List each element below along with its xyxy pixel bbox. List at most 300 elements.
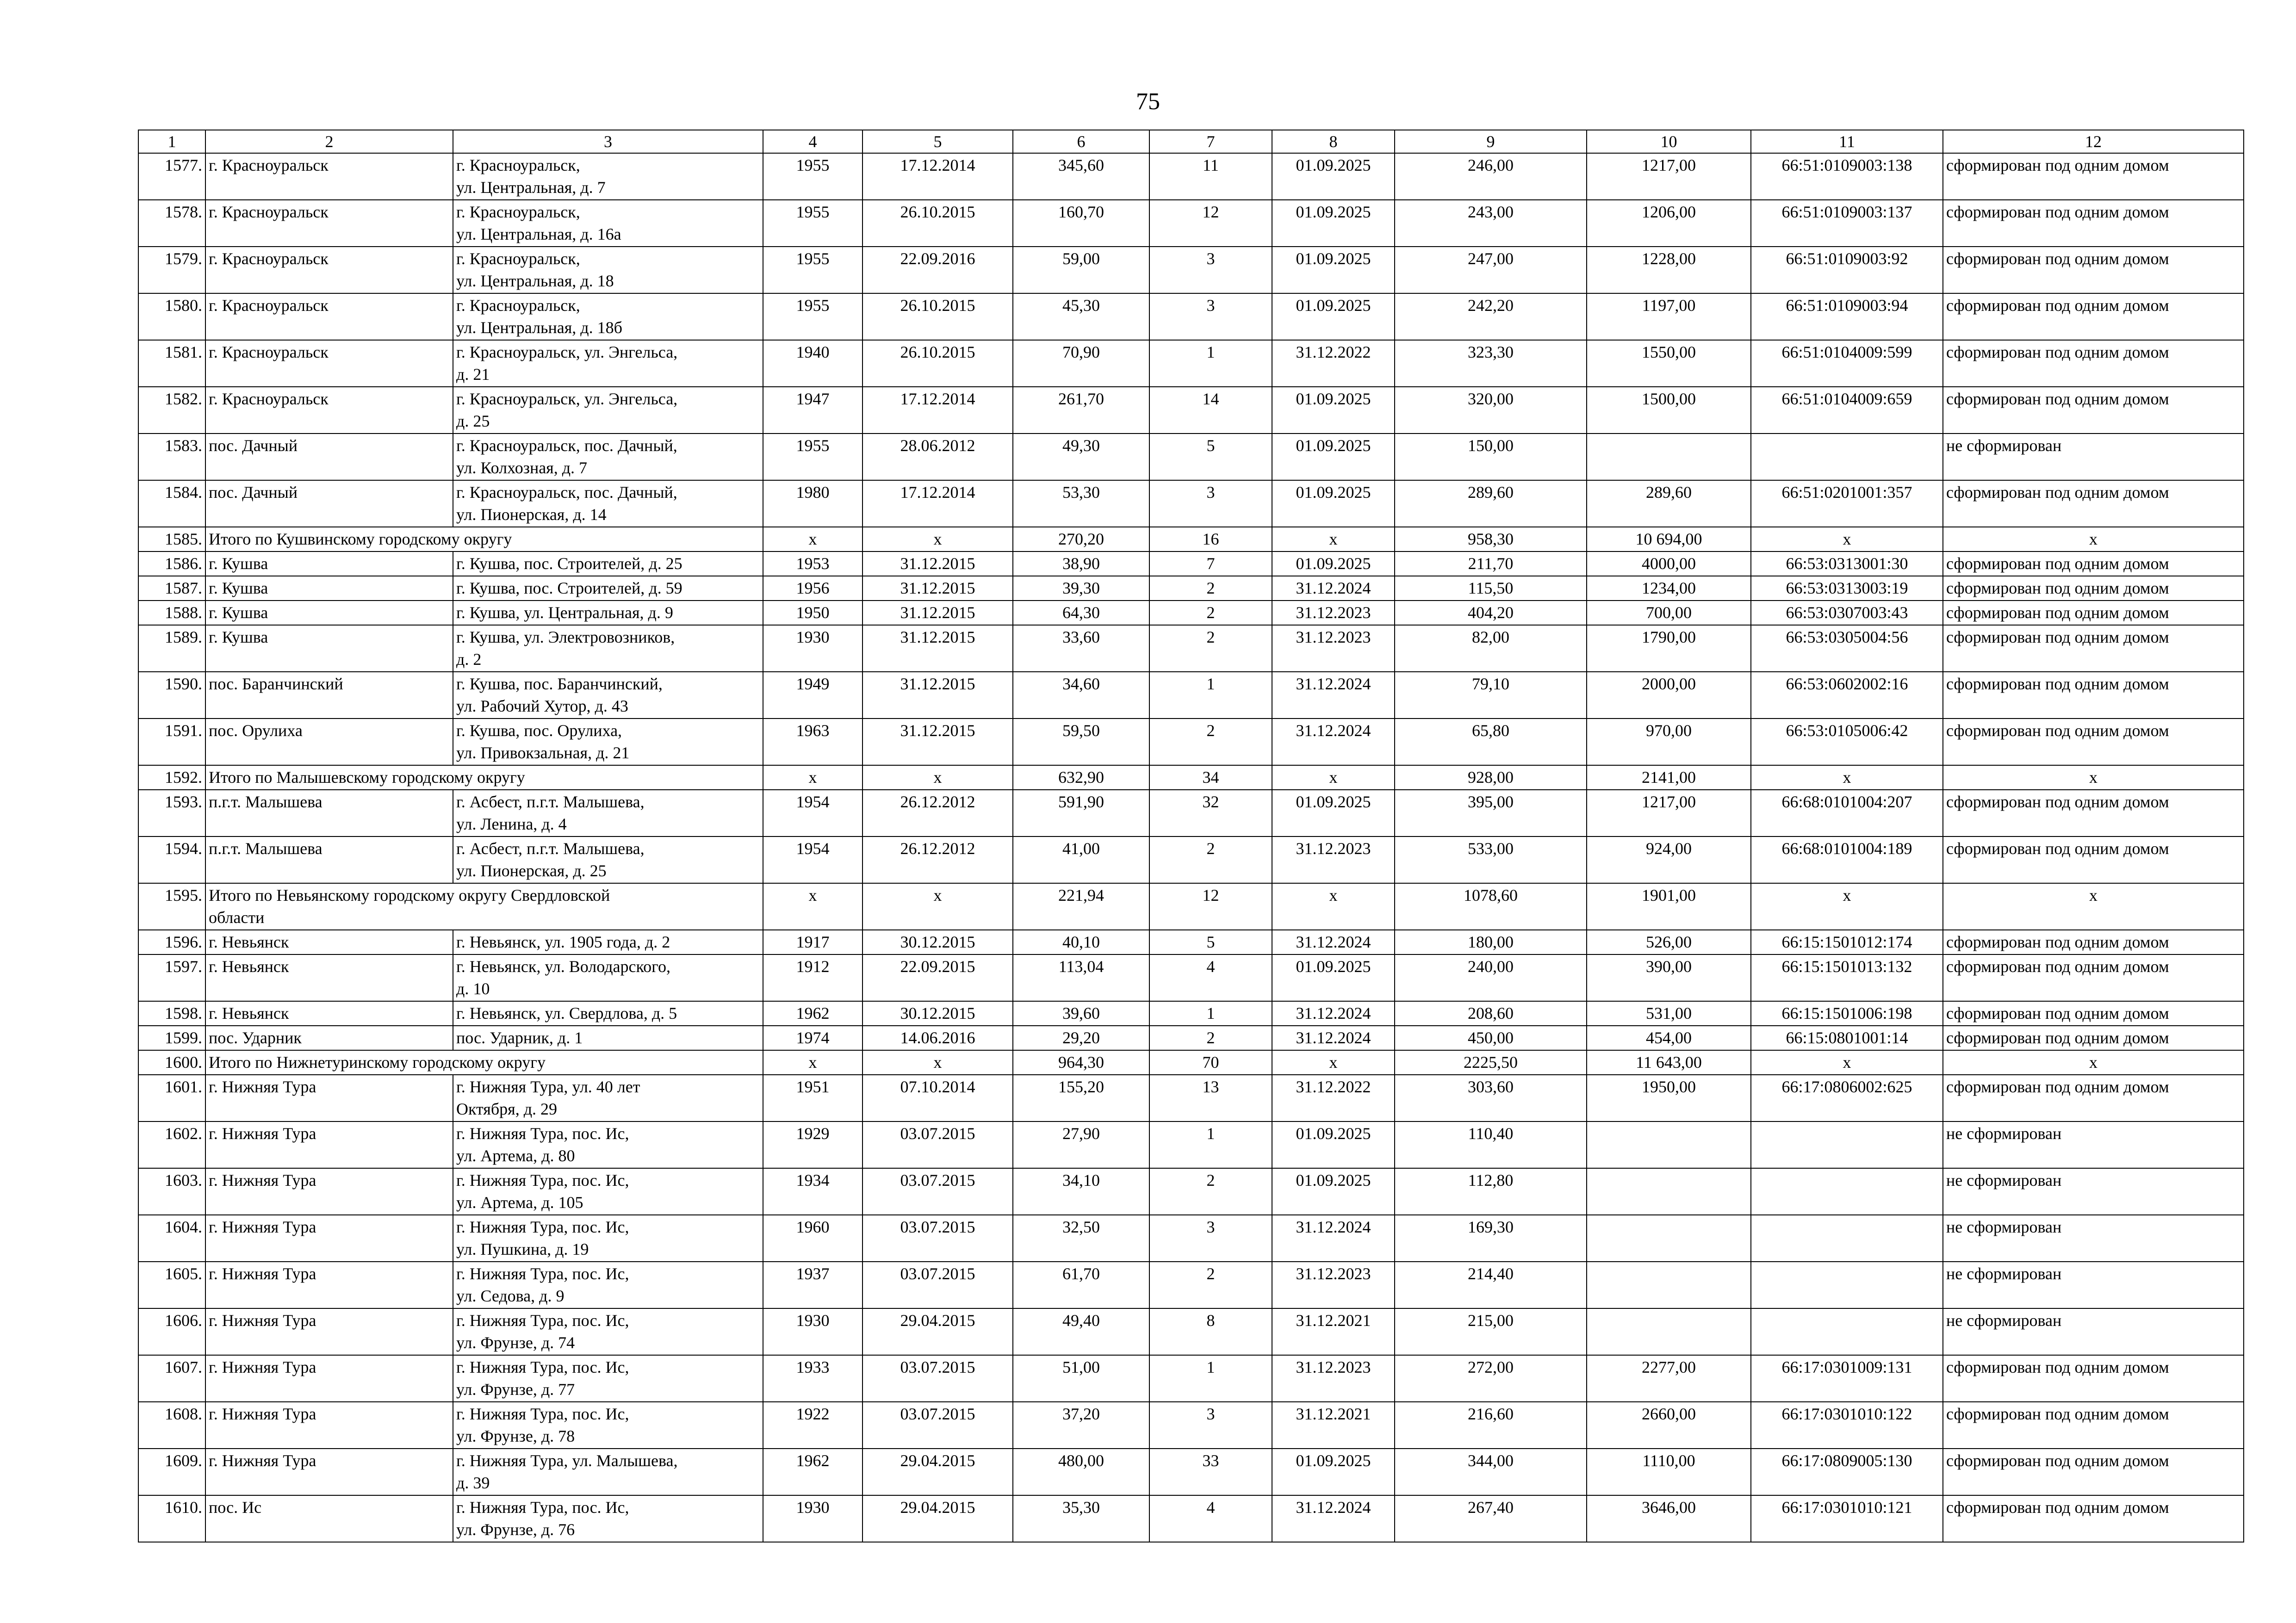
residents-cell: 70 xyxy=(1149,1050,1272,1075)
land-area-cell: 344,00 xyxy=(1395,1449,1587,1495)
area-cell: 38,90 xyxy=(1013,551,1149,576)
area-cell: 155,20 xyxy=(1013,1075,1149,1121)
land-area-cell: 450,00 xyxy=(1395,1026,1587,1050)
land-status-cell: сформирован под одним домом xyxy=(1943,340,2244,387)
construction-year-cell: 1917 xyxy=(763,930,863,954)
row-number-cell: 1603. xyxy=(138,1168,205,1215)
row-number-cell: 1610. xyxy=(138,1495,205,1542)
area-cell: 33,60 xyxy=(1013,625,1149,672)
cadastral-number-cell: 66:15:1501012:174 xyxy=(1751,930,1943,954)
relocation-date-cell: 01.09.2025 xyxy=(1272,1449,1395,1495)
row-number-cell: 1599. xyxy=(138,1026,205,1050)
cadastral-number-cell: 66:51:0104009:599 xyxy=(1751,340,1943,387)
land-status-cell: сформирован под одним домом xyxy=(1943,1026,2244,1050)
recognition-date-cell: 03.07.2015 xyxy=(863,1168,1013,1215)
land-area-cell: 211,70 xyxy=(1395,551,1587,576)
relocation-date-cell: 31.12.2024 xyxy=(1272,1001,1395,1026)
header-cell: 9 xyxy=(1395,130,1587,153)
land-status-cell: сформирован под одним домом xyxy=(1943,247,2244,293)
land-status-cell: х xyxy=(1943,765,2244,790)
residents-cell: 3 xyxy=(1149,1402,1272,1449)
total-row xyxy=(138,1050,2244,1075)
residents-cell: 34 xyxy=(1149,765,1272,790)
recognition-date-cell: х xyxy=(863,527,1013,551)
land-status-cell: не сформирован xyxy=(1943,1262,2244,1308)
residents-cell: 13 xyxy=(1149,1075,1272,1121)
relocation-date-cell: 31.12.2024 xyxy=(1272,1026,1395,1050)
address-cell: г. Асбест, п.г.т. Малышева, ул. Пионерская, д. 25 xyxy=(453,836,763,883)
address-cell: г. Кушва, пос. Орулиха, ул. Привокзальная, д. 21 xyxy=(453,719,763,765)
address-cell: г. Нижняя Тура, пос. Ис, ул. Пушкина, д. 19 xyxy=(453,1215,763,1262)
header-cell: 1 xyxy=(138,130,205,153)
construction-year-cell: 1949 xyxy=(763,672,863,719)
recognition-date-cell: 14.06.2016 xyxy=(863,1026,1013,1050)
cadastral-number-cell: 66:15:0801001:14 xyxy=(1751,1026,1943,1050)
construction-year-cell: 1955 xyxy=(763,200,863,247)
relocation-date-cell: 01.09.2025 xyxy=(1272,434,1395,480)
relocation-date-cell: 31.12.2024 xyxy=(1272,576,1395,601)
relocation-date-cell: х xyxy=(1272,765,1395,790)
table-row xyxy=(138,1001,2244,1026)
relocation-date-cell: 01.09.2025 xyxy=(1272,480,1395,527)
cadastral-value-cell xyxy=(1587,1262,1751,1308)
address-cell: г. Красноуральск, ул. Энгельса, д. 21 xyxy=(453,340,763,387)
row-number-cell: 1578. xyxy=(138,200,205,247)
address-cell: г. Невьянск, ул. 1905 года, д. 2 xyxy=(453,930,763,954)
relocation-date-cell: 01.09.2025 xyxy=(1272,153,1395,200)
cadastral-value-cell xyxy=(1587,434,1751,480)
cadastral-number-cell: 66:15:1501006:198 xyxy=(1751,1001,1943,1026)
recognition-date-cell: 17.12.2014 xyxy=(863,480,1013,527)
area-cell: 345,60 xyxy=(1013,153,1149,200)
row-number-cell: 1583. xyxy=(138,434,205,480)
recognition-date-cell: 30.12.2015 xyxy=(863,930,1013,954)
header-cell: 10 xyxy=(1587,130,1751,153)
settlement-cell: г. Красноуральск xyxy=(205,293,453,340)
land-area-cell: 242,20 xyxy=(1395,293,1587,340)
residents-cell: 7 xyxy=(1149,551,1272,576)
cadastral-value-cell xyxy=(1587,1168,1751,1215)
land-area-cell: 208,60 xyxy=(1395,1001,1587,1026)
residents-cell: 2 xyxy=(1149,625,1272,672)
cadastral-value-cell: 454,00 xyxy=(1587,1026,1751,1050)
settlement-cell: г. Нижняя Тура xyxy=(205,1075,453,1121)
row-number-cell: 1581. xyxy=(138,340,205,387)
cadastral-value-cell: 1234,00 xyxy=(1587,576,1751,601)
land-status-cell: х xyxy=(1943,883,2244,930)
relocation-date-cell: 31.12.2021 xyxy=(1272,1402,1395,1449)
settlement-cell: г. Красноуральск xyxy=(205,153,453,200)
table-row xyxy=(138,1262,2244,1308)
land-area-cell: 303,60 xyxy=(1395,1075,1587,1121)
row-number-cell: 1595. xyxy=(138,883,205,930)
address-cell: г. Красноуральск, пос. Дачный, ул. Пионерская, д. 14 xyxy=(453,480,763,527)
header-cell: 5 xyxy=(863,130,1013,153)
address-cell: пос. Ударник, д. 1 xyxy=(453,1026,763,1050)
settlement-cell: п.г.т. Малышева xyxy=(205,836,453,883)
relocation-date-cell: 01.09.2025 xyxy=(1272,954,1395,1001)
address-cell: г. Красноуральск, ул. Энгельса, д. 25 xyxy=(453,387,763,434)
table-row xyxy=(138,247,2244,293)
row-number-cell: 1593. xyxy=(138,790,205,836)
table-row xyxy=(138,340,2244,387)
table-row xyxy=(138,930,2244,954)
row-number-cell: 1591. xyxy=(138,719,205,765)
area-cell: 59,00 xyxy=(1013,247,1149,293)
address-cell: г. Красноуральск, ул. Центральная, д. 18б xyxy=(453,293,763,340)
land-area-cell: 65,80 xyxy=(1395,719,1587,765)
table-row xyxy=(138,1215,2244,1262)
cadastral-value-cell: 4000,00 xyxy=(1587,551,1751,576)
construction-year-cell: 1947 xyxy=(763,387,863,434)
header-cell: 6 xyxy=(1013,130,1149,153)
land-status-cell: х xyxy=(1943,527,2244,551)
row-number-cell: 1601. xyxy=(138,1075,205,1121)
residents-cell: 2 xyxy=(1149,1262,1272,1308)
cadastral-value-cell: 700,00 xyxy=(1587,601,1751,625)
cadastral-number-cell: 66:17:0301010:121 xyxy=(1751,1495,1943,1542)
residents-cell: 12 xyxy=(1149,883,1272,930)
settlement-cell: г. Кушва xyxy=(205,576,453,601)
table-row xyxy=(138,625,2244,672)
area-cell: 632,90 xyxy=(1013,765,1149,790)
address-cell: г. Кушва, пос. Строителей, д. 59 xyxy=(453,576,763,601)
housing-registry-table xyxy=(138,130,2244,1542)
row-number-cell: 1605. xyxy=(138,1262,205,1308)
settlement-cell: г. Красноуральск xyxy=(205,340,453,387)
land-area-cell: 110,40 xyxy=(1395,1121,1587,1168)
cadastral-number-cell: 66:17:0301010:122 xyxy=(1751,1402,1943,1449)
land-status-cell: сформирован под одним домом xyxy=(1943,293,2244,340)
relocation-date-cell: х xyxy=(1272,1050,1395,1075)
relocation-date-cell: 31.12.2024 xyxy=(1272,1215,1395,1262)
relocation-date-cell: х xyxy=(1272,883,1395,930)
land-status-cell: сформирован под одним домом xyxy=(1943,954,2244,1001)
relocation-date-cell: 31.12.2022 xyxy=(1272,1075,1395,1121)
row-number-cell: 1587. xyxy=(138,576,205,601)
construction-year-cell: х xyxy=(763,883,863,930)
address-cell: г. Нижняя Тура, пос. Ис, ул. Фрунзе, д. 76 xyxy=(453,1495,763,1542)
land-area-cell: 272,00 xyxy=(1395,1355,1587,1402)
table-row xyxy=(138,601,2244,625)
table-row xyxy=(138,1075,2244,1121)
cadastral-value-cell: 2660,00 xyxy=(1587,1402,1751,1449)
cadastral-value-cell: 531,00 xyxy=(1587,1001,1751,1026)
cadastral-number-cell: 66:68:0101004:189 xyxy=(1751,836,1943,883)
relocation-date-cell: 31.12.2023 xyxy=(1272,1355,1395,1402)
land-area-cell: 82,00 xyxy=(1395,625,1587,672)
land-status-cell: сформирован под одним домом xyxy=(1943,601,2244,625)
area-cell: 32,50 xyxy=(1013,1215,1149,1262)
relocation-date-cell: 01.09.2025 xyxy=(1272,551,1395,576)
cadastral-number-cell: 66:51:0109003:138 xyxy=(1751,153,1943,200)
land-area-cell: 150,00 xyxy=(1395,434,1587,480)
land-status-cell: сформирован под одним домом xyxy=(1943,672,2244,719)
row-number-cell: 1580. xyxy=(138,293,205,340)
cadastral-number-cell xyxy=(1751,1215,1943,1262)
cadastral-number-cell xyxy=(1751,1262,1943,1308)
recognition-date-cell: 31.12.2015 xyxy=(863,625,1013,672)
area-cell: 35,30 xyxy=(1013,1495,1149,1542)
cadastral-number-cell: 66:53:0602002:16 xyxy=(1751,672,1943,719)
recognition-date-cell: 03.07.2015 xyxy=(863,1262,1013,1308)
recognition-date-cell: 03.07.2015 xyxy=(863,1121,1013,1168)
area-cell: 70,90 xyxy=(1013,340,1149,387)
land-area-cell: 216,60 xyxy=(1395,1402,1587,1449)
cadastral-value-cell: 970,00 xyxy=(1587,719,1751,765)
construction-year-cell: 1930 xyxy=(763,625,863,672)
total-label-cell: Итого по Невьянскому городскому округу Свердловской области xyxy=(205,883,763,930)
row-number-cell: 1596. xyxy=(138,930,205,954)
recognition-date-cell: 22.09.2016 xyxy=(863,247,1013,293)
area-cell: 49,30 xyxy=(1013,434,1149,480)
recognition-date-cell: 26.10.2015 xyxy=(863,340,1013,387)
recognition-date-cell: 31.12.2015 xyxy=(863,576,1013,601)
address-cell: г. Красноуральск, ул. Центральная, д. 16а xyxy=(453,200,763,247)
cadastral-number-cell: 66:53:0313003:19 xyxy=(1751,576,1943,601)
header-cell: 11 xyxy=(1751,130,1943,153)
land-area-cell: 115,50 xyxy=(1395,576,1587,601)
relocation-date-cell: 31.12.2023 xyxy=(1272,836,1395,883)
construction-year-cell: 1955 xyxy=(763,293,863,340)
construction-year-cell: 1955 xyxy=(763,434,863,480)
cadastral-value-cell: 11 643,00 xyxy=(1587,1050,1751,1075)
recognition-date-cell: х xyxy=(863,1050,1013,1075)
relocation-date-cell: 01.09.2025 xyxy=(1272,293,1395,340)
cadastral-number-cell: 66:51:0109003:137 xyxy=(1751,200,1943,247)
land-status-cell: сформирован под одним домом xyxy=(1943,153,2244,200)
cadastral-number-cell: х xyxy=(1751,765,1943,790)
total-label-cell: Итого по Нижнетуринскому городскому округу xyxy=(205,1050,763,1075)
settlement-cell: г. Нижняя Тура xyxy=(205,1355,453,1402)
row-number-cell: 1588. xyxy=(138,601,205,625)
area-cell: 480,00 xyxy=(1013,1449,1149,1495)
recognition-date-cell: 29.04.2015 xyxy=(863,1495,1013,1542)
table-row xyxy=(138,200,2244,247)
table-row xyxy=(138,1308,2244,1355)
land-status-cell: не сформирован xyxy=(1943,1308,2244,1355)
area-cell: 59,50 xyxy=(1013,719,1149,765)
cadastral-value-cell: 1217,00 xyxy=(1587,790,1751,836)
address-cell: г. Невьянск, ул. Свердлова, д. 5 xyxy=(453,1001,763,1026)
settlement-cell: пос. Ис xyxy=(205,1495,453,1542)
land-status-cell: сформирован под одним домом xyxy=(1943,836,2244,883)
cadastral-value-cell xyxy=(1587,1121,1751,1168)
relocation-date-cell: 31.12.2024 xyxy=(1272,672,1395,719)
address-cell: г. Красноуральск, пос. Дачный, ул. Колхозная, д. 7 xyxy=(453,434,763,480)
settlement-cell: г. Невьянск xyxy=(205,930,453,954)
land-area-cell: 214,40 xyxy=(1395,1262,1587,1308)
relocation-date-cell: 01.09.2025 xyxy=(1272,247,1395,293)
residents-cell: 3 xyxy=(1149,247,1272,293)
row-number-cell: 1589. xyxy=(138,625,205,672)
area-cell: 61,70 xyxy=(1013,1262,1149,1308)
recognition-date-cell: 31.12.2015 xyxy=(863,672,1013,719)
construction-year-cell: 1922 xyxy=(763,1402,863,1449)
relocation-date-cell: 31.12.2023 xyxy=(1272,601,1395,625)
recognition-date-cell: 03.07.2015 xyxy=(863,1402,1013,1449)
relocation-date-cell: 01.09.2025 xyxy=(1272,790,1395,836)
settlement-cell: г. Кушва xyxy=(205,601,453,625)
relocation-date-cell: 31.12.2023 xyxy=(1272,625,1395,672)
construction-year-cell: 1980 xyxy=(763,480,863,527)
row-number-cell: 1606. xyxy=(138,1308,205,1355)
residents-cell: 33 xyxy=(1149,1449,1272,1495)
area-cell: 41,00 xyxy=(1013,836,1149,883)
residents-cell: 1 xyxy=(1149,672,1272,719)
table-row xyxy=(138,1449,2244,1495)
area-cell: 113,04 xyxy=(1013,954,1149,1001)
construction-year-cell: 1953 xyxy=(763,551,863,576)
header-cell: 4 xyxy=(763,130,863,153)
table-row xyxy=(138,1168,2244,1215)
land-area-cell: 395,00 xyxy=(1395,790,1587,836)
table-header xyxy=(138,130,2244,153)
recognition-date-cell: 07.10.2014 xyxy=(863,1075,1013,1121)
land-area-cell: 240,00 xyxy=(1395,954,1587,1001)
table-row xyxy=(138,1355,2244,1402)
row-number-cell: 1585. xyxy=(138,527,205,551)
land-area-cell: 169,30 xyxy=(1395,1215,1587,1262)
settlement-cell: пос. Баранчинский xyxy=(205,672,453,719)
land-status-cell: сформирован под одним домом xyxy=(1943,1075,2244,1121)
row-number-cell: 1607. xyxy=(138,1355,205,1402)
table-row xyxy=(138,836,2244,883)
construction-year-cell: 1955 xyxy=(763,153,863,200)
recognition-date-cell: 26.10.2015 xyxy=(863,293,1013,340)
construction-year-cell: 1930 xyxy=(763,1308,863,1355)
construction-year-cell: 1930 xyxy=(763,1495,863,1542)
address-cell: г. Невьянск, ул. Володарского, д. 10 xyxy=(453,954,763,1001)
table-row xyxy=(138,719,2244,765)
recognition-date-cell: 29.04.2015 xyxy=(863,1308,1013,1355)
residents-cell: 1 xyxy=(1149,1355,1272,1402)
land-area-cell: 246,00 xyxy=(1395,153,1587,200)
recognition-date-cell: 31.12.2015 xyxy=(863,551,1013,576)
residents-cell: 4 xyxy=(1149,1495,1272,1542)
construction-year-cell: 1956 xyxy=(763,576,863,601)
residents-cell: 16 xyxy=(1149,527,1272,551)
land-area-cell: 1078,60 xyxy=(1395,883,1587,930)
cadastral-number-cell: 66:68:0101004:207 xyxy=(1751,790,1943,836)
residents-cell: 2 xyxy=(1149,601,1272,625)
row-number-cell: 1608. xyxy=(138,1402,205,1449)
area-cell: 45,30 xyxy=(1013,293,1149,340)
construction-year-cell: 1960 xyxy=(763,1215,863,1262)
residents-cell: 2 xyxy=(1149,1026,1272,1050)
area-cell: 39,60 xyxy=(1013,1001,1149,1026)
residents-cell: 3 xyxy=(1149,1215,1272,1262)
address-cell: г. Нижняя Тура, пос. Ис, ул. Фрунзе, д. 77 xyxy=(453,1355,763,1402)
table-row xyxy=(138,576,2244,601)
area-cell: 160,70 xyxy=(1013,200,1149,247)
relocation-date-cell: 01.09.2025 xyxy=(1272,200,1395,247)
address-cell: г. Кушва, пос. Баранчинский, ул. Рабочий Хутор, д. 43 xyxy=(453,672,763,719)
recognition-date-cell: х xyxy=(863,765,1013,790)
cadastral-number-cell: х xyxy=(1751,883,1943,930)
address-cell: г. Нижняя Тура, пос. Ис, ул. Артема, д. 105 xyxy=(453,1168,763,1215)
table-body xyxy=(138,153,2244,1542)
cadastral-number-cell: 66:53:0313001:30 xyxy=(1751,551,1943,576)
residents-cell: 5 xyxy=(1149,434,1272,480)
address-cell: г. Красноуральск, ул. Центральная, д. 7 xyxy=(453,153,763,200)
cadastral-value-cell: 390,00 xyxy=(1587,954,1751,1001)
row-number-cell: 1597. xyxy=(138,954,205,1001)
relocation-date-cell: 01.09.2025 xyxy=(1272,1121,1395,1168)
area-cell: 53,30 xyxy=(1013,480,1149,527)
header-cell: 3 xyxy=(453,130,763,153)
settlement-cell: пос. Орулиха xyxy=(205,719,453,765)
land-area-cell: 320,00 xyxy=(1395,387,1587,434)
cadastral-number-cell: 66:17:0806002:625 xyxy=(1751,1075,1943,1121)
land-status-cell: сформирован под одним домом xyxy=(1943,1449,2244,1495)
cadastral-number-cell xyxy=(1751,1121,1943,1168)
land-area-cell: 243,00 xyxy=(1395,200,1587,247)
cadastral-number-cell: 66:53:0305004:56 xyxy=(1751,625,1943,672)
cadastral-value-cell: 1790,00 xyxy=(1587,625,1751,672)
residents-cell: 12 xyxy=(1149,200,1272,247)
cadastral-number-cell: 66:51:0201001:357 xyxy=(1751,480,1943,527)
construction-year-cell: 1934 xyxy=(763,1168,863,1215)
settlement-cell: п.г.т. Малышева xyxy=(205,790,453,836)
land-status-cell: сформирован под одним домом xyxy=(1943,576,2244,601)
land-status-cell: не сформирован xyxy=(1943,1215,2244,1262)
construction-year-cell: 1954 xyxy=(763,790,863,836)
row-number-cell: 1600. xyxy=(138,1050,205,1075)
relocation-date-cell: 31.12.2023 xyxy=(1272,1262,1395,1308)
land-status-cell: сформирован под одним домом xyxy=(1943,790,2244,836)
cadastral-value-cell: 10 694,00 xyxy=(1587,527,1751,551)
construction-year-cell: 1929 xyxy=(763,1121,863,1168)
land-area-cell: 247,00 xyxy=(1395,247,1587,293)
area-cell: 591,90 xyxy=(1013,790,1149,836)
address-cell: г. Кушва, ул. Электровозников, д. 2 xyxy=(453,625,763,672)
area-cell: 39,30 xyxy=(1013,576,1149,601)
cadastral-number-cell: 66:53:0307003:43 xyxy=(1751,601,1943,625)
land-status-cell: сформирован под одним домом xyxy=(1943,719,2244,765)
cadastral-number-cell xyxy=(1751,1168,1943,1215)
cadastral-value-cell: 2000,00 xyxy=(1587,672,1751,719)
land-status-cell: не сформирован xyxy=(1943,1168,2244,1215)
area-cell: 64,30 xyxy=(1013,601,1149,625)
construction-year-cell: 1955 xyxy=(763,247,863,293)
construction-year-cell: 1933 xyxy=(763,1355,863,1402)
recognition-date-cell: 03.07.2015 xyxy=(863,1355,1013,1402)
header-cell: 2 xyxy=(205,130,453,153)
cadastral-number-cell: х xyxy=(1751,1050,1943,1075)
table-row xyxy=(138,293,2244,340)
land-status-cell: сформирован под одним домом xyxy=(1943,1495,2244,1542)
cadastral-value-cell: 2141,00 xyxy=(1587,765,1751,790)
cadastral-number-cell: 66:17:0301009:131 xyxy=(1751,1355,1943,1402)
table-row xyxy=(138,790,2244,836)
residents-cell: 8 xyxy=(1149,1308,1272,1355)
settlement-cell: г. Красноуральск xyxy=(205,200,453,247)
settlement-cell: г. Невьянск xyxy=(205,1001,453,1026)
cadastral-number-cell xyxy=(1751,434,1943,480)
address-cell: г. Кушва, пос. Строителей, д. 25 xyxy=(453,551,763,576)
header-cell: 12 xyxy=(1943,130,2244,153)
area-cell: 29,20 xyxy=(1013,1026,1149,1050)
recognition-date-cell: 17.12.2014 xyxy=(863,387,1013,434)
settlement-cell: г. Невьянск xyxy=(205,954,453,1001)
relocation-date-cell: х xyxy=(1272,527,1395,551)
settlement-cell: г. Красноуральск xyxy=(205,387,453,434)
relocation-date-cell: 01.09.2025 xyxy=(1272,1168,1395,1215)
residents-cell: 1 xyxy=(1149,1121,1272,1168)
residents-cell: 11 xyxy=(1149,153,1272,200)
residents-cell: 2 xyxy=(1149,836,1272,883)
